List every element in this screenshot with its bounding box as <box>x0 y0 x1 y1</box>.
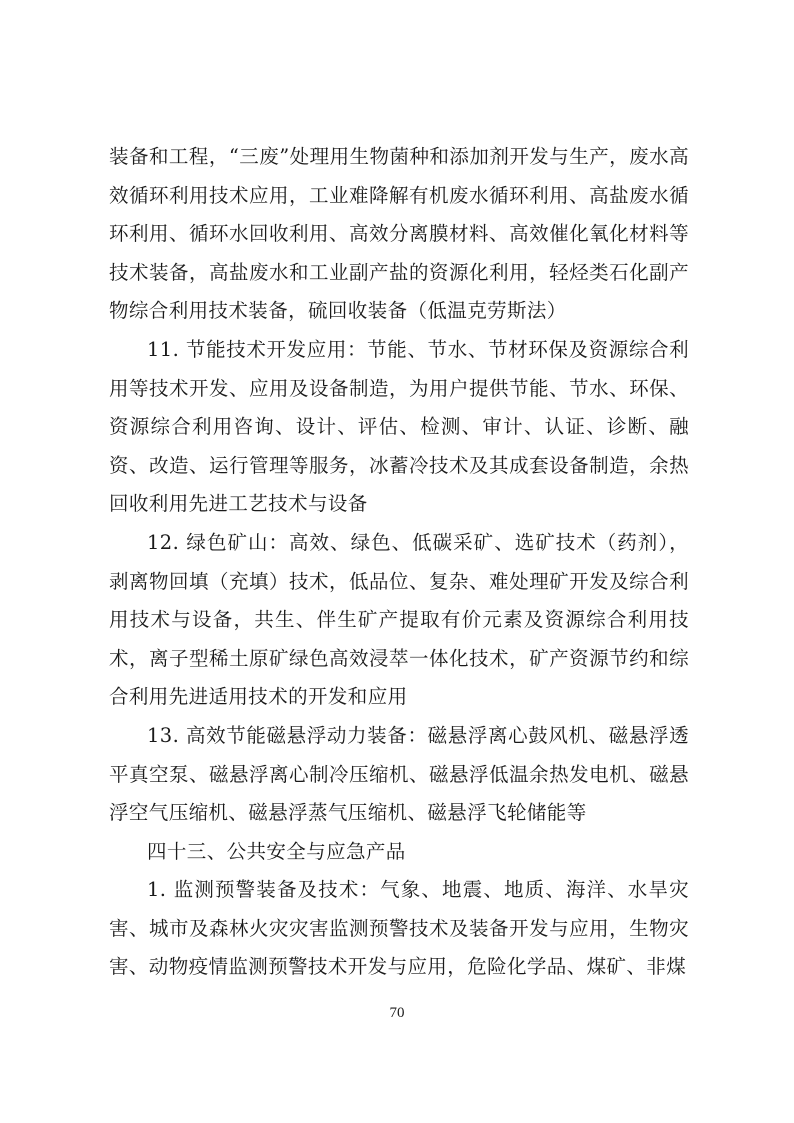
paragraph-item-1: 1. 监测预警装备及技术：气象、地震、地质、海洋、水旱灾害、城市及森林火灾灾害监测预警技术及装备开发与应用，生物灾害、动物疫情监测预警技术开发与应用，危险化学品、煤矿、非煤 <box>109 878 689 979</box>
paragraph-continuation: 装备和工程，“三废”处理用生物菌种和添加剂开发与生产，废水高效循环利用技术应用，工业难降解有机废水循环利用、高盐废水循环利用、循环水回收利用、高效分离膜材料、高效催化氧化材料等技术装备，高盐废水和工业副产盐的资源化利用，轻烃类石化副产物综合利用技术装备，硫回收装备（低温克劳斯法） <box>109 145 689 323</box>
page-number: 70 <box>389 1005 405 1021</box>
paragraph-item-13: 13. 高效节能磁悬浮动力装备：磁悬浮离心鼓风机、磁悬浮透平真空泵、磁悬浮离心制冷压缩机、磁悬浮低温余热发电机、磁悬浮空气压缩机、磁悬浮蒸气压缩机、磁悬浮飞轮储能等 <box>109 723 689 825</box>
page-body <box>109 138 689 987</box>
section-heading: 四十三、公共安全与应急产品 <box>147 839 406 863</box>
paragraph-item-12: 12. 绿色矿山：高效、绿色、低碳采矿、选矿技术（药剂），剥离物回填（充填）技术，低品位、复杂、难处理矿开发及综合利用技术与设备，共生、伴生矿产提取有价元素及资源综合利用技术，离子型稀土原矿绿色高效浸萃一体化技术，矿产资源节约和综合利用先进适用技术的开发和应用 <box>109 530 689 709</box>
paragraph-item-11: 11. 节能技术开发应用：节能、节水、节材环保及资源综合利用等技术开发、应用及设备制造，为用户提供节能、节水、环保、资源综合利用咨询、设计、评估、检测、审计、认证、诊断、融资、改造、运行管理等服务，冰蓄冷技术及其成套设备制造，余热回收利用先进工艺技术与设备 <box>109 337 689 516</box>
